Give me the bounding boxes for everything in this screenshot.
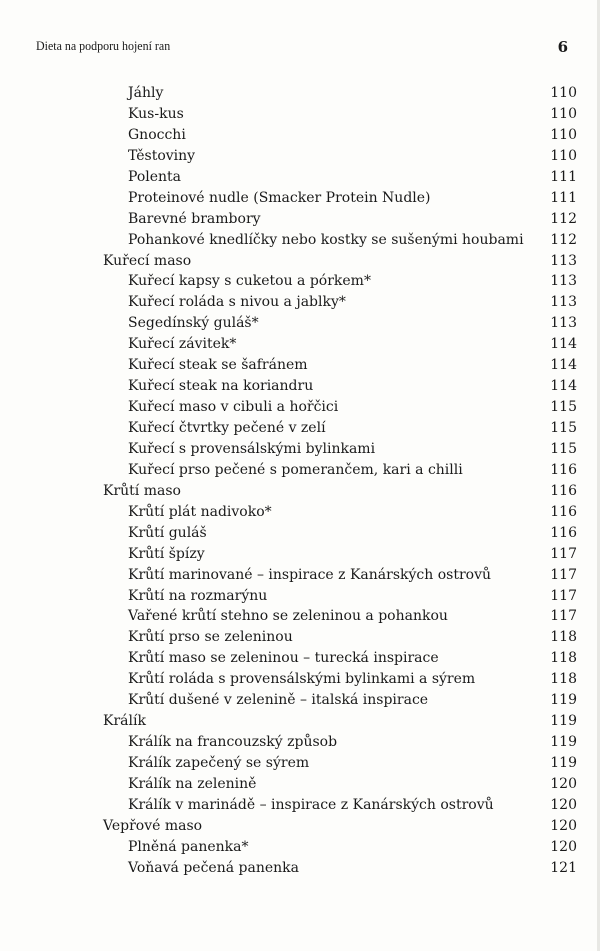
toc-entry: [0, 523, 600, 544]
entry-title: Kuřecí steak na koriandru: [128, 378, 314, 395]
entry-page-number: 118: [550, 671, 577, 688]
toc-entry: [0, 565, 600, 586]
entry-title: Pohankové knedlíčky nebo kostky se sušenými houbami: [128, 231, 524, 248]
entry-title: Krůtí plát nadivoko*: [128, 503, 272, 520]
toc-entry: [0, 858, 600, 879]
entry-page-number: 119: [550, 734, 577, 751]
toc-section: [0, 816, 600, 837]
entry-page-number: 116: [550, 461, 577, 478]
entry-page-number: 116: [550, 503, 577, 520]
toc-entry: [0, 313, 600, 334]
entry-title: Kuřecí roláda s nivou a jablky*: [128, 294, 346, 311]
entry-title: Králík v marinádě – inspirace z Kanárských ostrovů: [128, 796, 494, 813]
toc-entry: [0, 418, 600, 439]
entry-title: Kuřecí kapsy s cuketou a pórkem*: [128, 273, 371, 290]
page-number: 6: [557, 38, 568, 56]
entry-page-number: 119: [550, 692, 577, 709]
toc-entry: [0, 334, 600, 355]
toc-entry: [0, 83, 600, 104]
toc-section: [0, 481, 600, 502]
entry-title: Krůtí maso se zeleninou – turecká inspirace: [128, 650, 439, 667]
running-header: Dieta na podporu hojení ran: [36, 38, 171, 53]
entry-title: Barevné brambory: [128, 210, 261, 227]
toc-entry: [0, 732, 600, 753]
toc-entry: [0, 627, 600, 648]
entry-page-number: 114: [550, 336, 577, 353]
entry-title: Kuřecí závitek*: [128, 336, 237, 353]
table-of-contents: [0, 83, 600, 879]
entry-title: Krůtí na rozmarýnu: [128, 587, 268, 604]
entry-title: Kuřecí maso v cibuli a hořčici: [128, 399, 339, 416]
entry-title: Segedínský guláš*: [128, 315, 259, 332]
toc-entry: [0, 397, 600, 418]
toc-entry: [0, 606, 600, 627]
toc-entry: [0, 188, 600, 209]
entry-page-number: 119: [550, 713, 577, 730]
entry-page-number: 114: [550, 378, 577, 395]
entry-page-number: 120: [550, 817, 577, 834]
toc-entry: [0, 460, 600, 481]
entry-title: Vařené krůtí stehno se zeleninou a pohankou: [128, 608, 448, 625]
toc-entry: [0, 167, 600, 188]
entry-page-number: 119: [550, 755, 577, 771]
toc-entry: [0, 146, 600, 167]
toc-entry: [0, 376, 600, 397]
entry-title: Králík na zelenině: [128, 775, 257, 792]
entry-page-number: 121: [550, 859, 577, 876]
entry-page-number: 113: [550, 294, 577, 311]
entry-title: Krůtí maso: [103, 482, 181, 499]
entry-page-number: 120: [550, 796, 577, 813]
entry-page-number: 110: [550, 126, 577, 143]
entry-title: Krůtí roláda s provensálskými bylinkami a sýrem: [128, 671, 476, 688]
toc-entry: [0, 292, 600, 313]
entry-title: Krůtí dušené v zelenině – italská inspirace: [128, 692, 429, 709]
entry-page-number: 117: [550, 566, 577, 583]
entry-title: Jáhly: [128, 85, 164, 101]
toc-section: [0, 711, 600, 732]
entry-page-number: 112: [550, 210, 577, 227]
entry-title: Kus-kus: [128, 105, 184, 122]
entry-title: Polenta: [128, 168, 182, 185]
toc-entry: [0, 669, 600, 690]
toc-entry: [0, 753, 600, 774]
entry-page-number: 110: [550, 105, 577, 122]
entry-page-number: 120: [550, 838, 577, 855]
entry-page-number: 116: [550, 482, 577, 499]
toc-entry: [0, 125, 600, 146]
entry-page-number: 117: [550, 587, 577, 604]
entry-title: Králík: [103, 713, 146, 730]
toc-entry: [0, 648, 600, 669]
entry-page-number: 110: [550, 85, 577, 101]
entry-page-number: 116: [550, 524, 577, 541]
entry-title: Kuřecí s provensálskými bylinkami: [128, 440, 376, 457]
entry-title: Krůtí marinované – inspirace z Kanárských ostrovů: [128, 566, 492, 583]
entry-title: Krůtí špízy: [128, 545, 205, 562]
toc-entry: [0, 355, 600, 376]
entry-page-number: 111: [550, 168, 577, 185]
entry-title: Kuřecí čtvrtky pečené v zelí: [128, 420, 326, 436]
toc-entry: [0, 690, 600, 711]
entry-page-number: 117: [550, 608, 577, 625]
entry-page-number: 115: [550, 399, 577, 416]
entry-title: Proteinové nudle (Smacker Protein Nudle): [128, 189, 431, 206]
entry-title: Gnocchi: [128, 126, 186, 143]
toc-entry: [0, 230, 600, 251]
toc-entry: [0, 209, 600, 230]
entry-page-number: 120: [550, 775, 577, 792]
entry-title: Králík zapečený se sýrem: [128, 755, 310, 771]
toc-entry: [0, 795, 600, 816]
toc-entry: [0, 774, 600, 795]
toc-entry: [0, 544, 600, 565]
entry-page-number: 111: [550, 189, 577, 206]
toc-entry: [0, 586, 600, 607]
entry-page-number: 115: [550, 440, 577, 457]
entry-title: Krůtí prso se zeleninou: [128, 629, 293, 646]
entry-page-number: 117: [550, 545, 577, 562]
toc-entry: [0, 502, 600, 523]
entry-page-number: 115: [550, 420, 577, 436]
entry-title: Těstoviny: [128, 147, 196, 164]
entry-title: Krůtí guláš: [128, 524, 207, 541]
entry-page-number: 114: [550, 357, 577, 374]
toc-section: [0, 251, 600, 272]
entry-page-number: 118: [550, 629, 577, 646]
toc-entry: [0, 271, 600, 292]
entry-title: Kuřecí steak se šafránem: [128, 357, 308, 374]
entry-title: Králík na francouzský způsob: [128, 734, 338, 751]
entry-page-number: 113: [550, 315, 577, 332]
entry-page-number: 113: [550, 252, 577, 269]
entry-page-number: 113: [550, 273, 577, 290]
entry-page-number: 110: [550, 147, 577, 164]
entry-title: Voňavá pečená panenka: [128, 859, 299, 876]
entry-title: Kuřecí prso pečené s pomerančem, kari a chilli: [128, 461, 463, 478]
entry-title: Vepřové maso: [103, 817, 203, 834]
toc-entry: [0, 439, 600, 460]
entry-page-number: 112: [550, 231, 577, 248]
toc-entry: [0, 104, 600, 125]
entry-page-number: 118: [550, 650, 577, 667]
entry-title: Plněná panenka*: [128, 838, 249, 855]
entry-title: Kuřecí maso: [103, 252, 192, 269]
toc-entry: [0, 837, 600, 858]
